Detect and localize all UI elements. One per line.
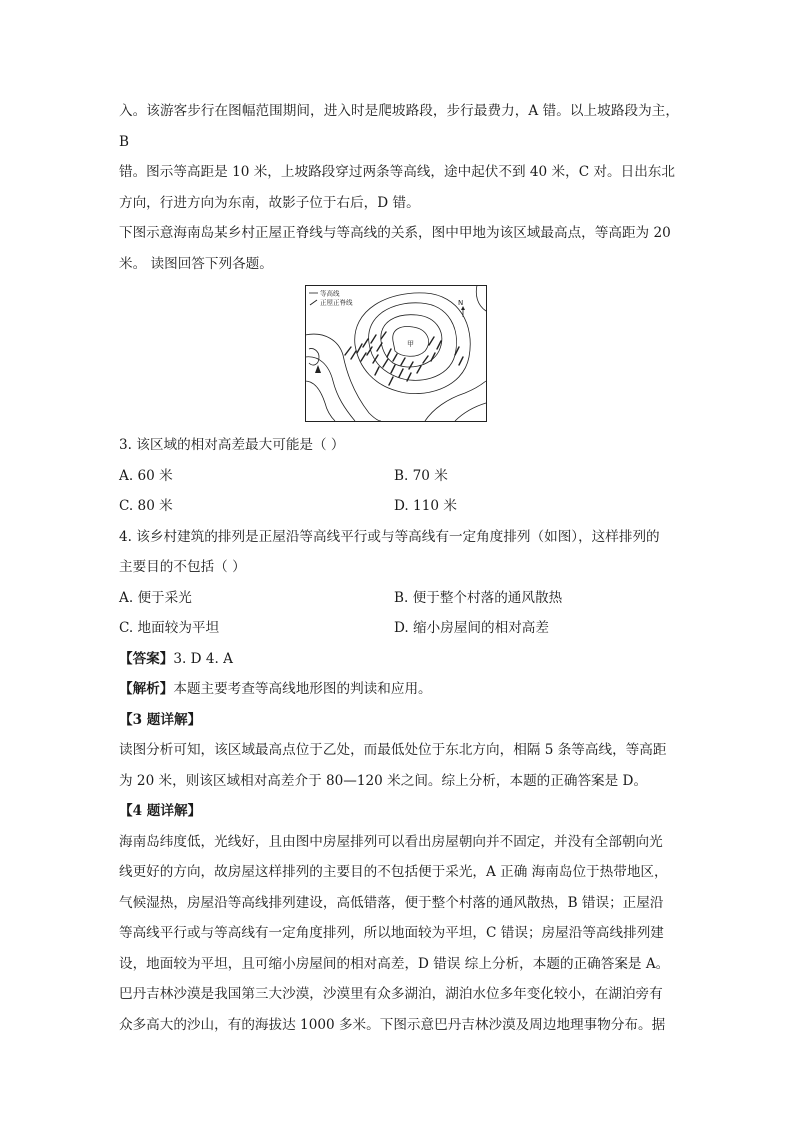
next-stem-line-1: 巴丹吉林沙漠是我国第三大沙漠，沙漠里有众多湖泊，湖泊水位多年变化较小，在湖泊旁有 [119,986,663,1002]
analysis-line [119,674,679,705]
q4-stem-line-2: 主要目的不包括（ ） [119,559,246,575]
detail-4-label: 【4 题详解】 [119,803,202,819]
q3-stem: 3. 该区域的相对高差最大可能是（ ） [119,437,345,453]
q4-options-row-1 [119,583,679,614]
detail-4-line-2: 线更好的方向，故房屋这样排列的主要目的不包括便于采光，A 正确 海南岛位于热带地区， [119,864,668,880]
q4-stem-line-1: 4. 该乡村建筑的排列是正屋沿等高线平行或与等高线有一定角度排列（如图），这样排列的 [119,528,660,545]
answer-line [119,644,679,675]
document-body [119,96,679,1040]
intro-line-3: 方向，行进方向为东南，故影子位于右后，D 错。 [119,194,420,211]
peak-label: 甲 [407,340,414,348]
stem-line-2: 米。 读图回答下列各题。 [119,255,273,272]
q3-options-row-2 [119,491,679,522]
q3-option-c: C. 80 米 [119,498,173,514]
detail-4-line-5: 设，地面较为平坦，且可缩小房屋间的相对高差，D 错误 综上分析，本题的正确答案是 A。 [119,955,670,972]
q4-option-c: C. 地面较为平坦 [119,620,220,636]
q3-options-row-1 [119,461,679,492]
detail-4-line-4: 等高线平行或与等高线有一定角度排列，所以地面较为平坦，C 错误；房屋沿等高线排列建 [119,925,664,941]
legend-contour-label: 等高线 [320,289,340,298]
answer-text: 3. D 4. A [173,650,233,667]
legend-ridge-label: 正屋正脊线 [320,298,353,307]
q4-options-row-2 [119,613,679,644]
analysis-label: 【解析】 [119,681,174,697]
intro-line-1: 入。该游客步行在图幅范围期间，进入时是爬坡路段，步行最费力，A 错。以上坡路段为主，B [119,103,679,150]
analysis-text: 本题主要考查等高线地形图的判读和应用。 [173,681,432,697]
answer-label: 【答案】 [119,650,174,667]
detail-3-label: 【3 题详解】 [119,711,202,728]
detail-4-line-1: 海南岛纬度低，光线好，且由图中房屋排列可以看出房屋朝向并不固定，并没有全部朝向光 [119,833,663,850]
q4-option-d: D. 缩小房屋间的相对高差 [394,620,549,636]
north-label: N [458,299,464,307]
q3-option-d: D. 110 米 [394,498,457,514]
detail-4-line-3: 气候湿热，房屋沿等高线排列建设，高低错落，便于整个村落的通风散热，B 错误；正屋沿 [119,894,664,911]
contour-map-figure [305,285,487,422]
q3-option-b: B. 70 米 [394,467,448,484]
intro-line-2: 错。图示等高距是 10 米，上坡路段穿过两条等高线，途中起伏不到 40 米，C 对。日出东北 [119,164,675,180]
stem-line-1: 下图示意海南岛某乡村正屋正脊线与等高线的关系，图中甲地为该区域最高点，等高距为 20 [119,225,671,241]
next-stem-line-2: 众多高大的沙山，有的海拔达 1000 多米。下图示意巴丹吉林沙漠及周边地理事物分布。据 [119,1016,666,1033]
q4-option-b: B. 便于整个村落的通风散热 [394,589,563,606]
detail-3-line-1: 读图分析可知，该区域最高点位于乙处，而最低处位于东北方向，相隔 5 条等高线，等高距 [119,742,667,758]
detail-3-line-2: 为 20 米，则该区域相对高差介于 80—120 米之间。综上分析，本题的正确答案是 D。 [119,772,648,789]
contour-map [305,285,487,422]
q4-option-a: A. 便于采光 [119,589,192,606]
q3-option-a: A. 60 米 [119,467,173,484]
